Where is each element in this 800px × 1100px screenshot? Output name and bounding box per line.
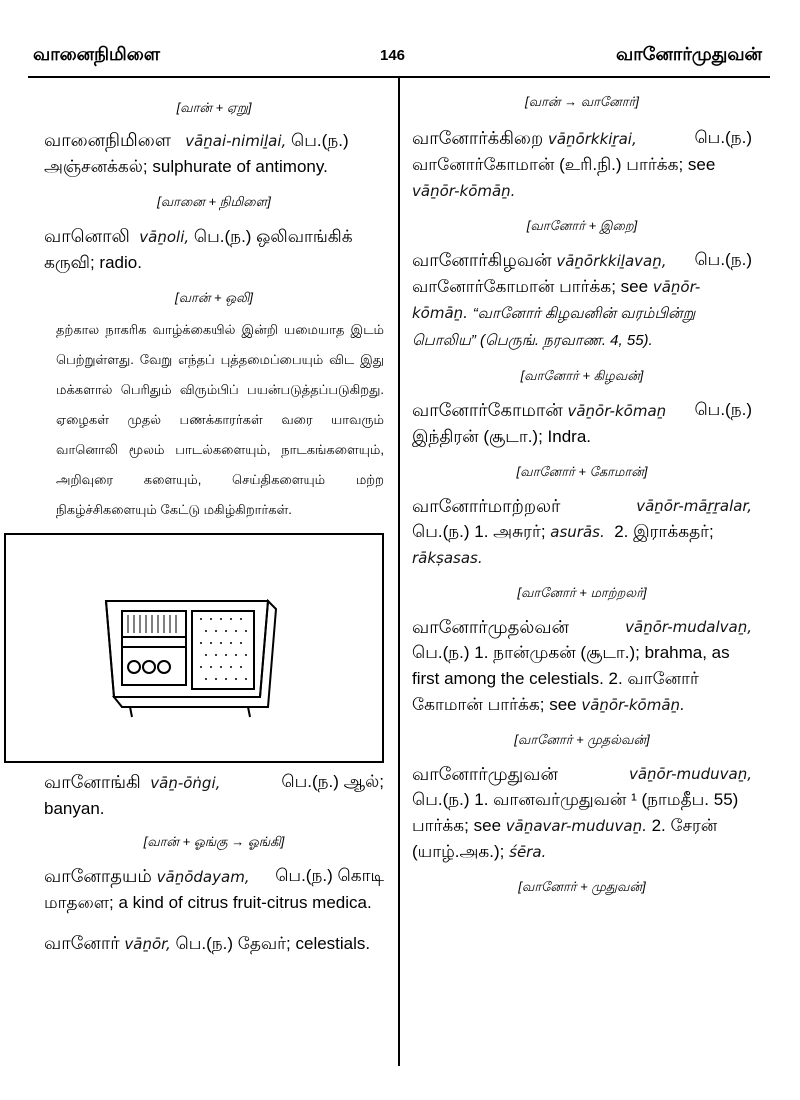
cross-reference: vāṉōr-kōmāṉ. — [412, 278, 701, 322]
romanization: vāṉōdayam, — [156, 868, 250, 886]
etymology: [வானோர் + முதல்வன்] — [514, 732, 650, 747]
headword: வானொலி — [44, 226, 130, 246]
definition: banyan. — [44, 799, 105, 818]
etymology: [வானோர் + கிழவன்] — [520, 368, 644, 383]
headword: வானோர்க்கிறை — [412, 128, 544, 148]
etymology: [வானோர் + முதுவன்] — [518, 879, 646, 894]
gloss: śēra. — [509, 843, 547, 861]
part-of-speech: பெ.(ந.) — [694, 400, 752, 419]
entry-vanormudalvan — [412, 614, 752, 718]
etymology: [வான் + ஓங்கு → ஓங்கி] — [143, 834, 285, 849]
headword: வானோர்முதுவன் — [412, 764, 558, 784]
part-of-speech: பெ.(ந.) கொடி — [275, 866, 384, 885]
headword: வானோர்கிழவன் — [412, 250, 552, 270]
headword: வானைநிமிளை — [44, 130, 172, 150]
entry-vanormuduvan — [412, 761, 752, 865]
gloss: rākṣasas. — [412, 549, 483, 567]
romanization: vāṉōrkkiṟai, — [547, 130, 637, 148]
running-head-left: வானைநிமிளை — [33, 44, 161, 64]
cross-reference: vāṉōr-kōmāṉ. — [412, 182, 516, 200]
romanization: vāṉoli, — [139, 228, 190, 246]
romanization: vāṉōr-mudalvaṉ, — [625, 618, 752, 636]
definition: வானோர்கோமான் (உரி.நி.) பார்க்க; see — [412, 155, 716, 174]
entry-vanorkkirai — [412, 125, 752, 204]
romanization: vāṉōr-māṟṟalar, — [636, 497, 752, 515]
entry-vanodayam — [44, 863, 384, 916]
definition: மாதளை; a kind of citrus fruit-citrus medica. — [44, 893, 372, 912]
etymology: [வான் + ஏறு] — [176, 100, 252, 115]
etymology: [வான் → வானோர்] — [525, 94, 639, 109]
definition: 2. சேரன் (யாழ்.அக.); — [412, 816, 718, 861]
entry-vanoli — [44, 223, 384, 276]
cross-reference: vāṉavar-muduvaṉ. — [505, 817, 647, 835]
left-column — [44, 78, 384, 957]
headword: வானோர்மாற்றலர் — [412, 496, 561, 516]
romanization: vāṉōr-muduvaṉ, — [628, 765, 752, 783]
romanization: vāṉōrkkiḻavaṉ, — [556, 252, 667, 270]
headword: வானோதயம் — [44, 866, 152, 886]
definition: பெ.(ந.) 1. நான்முகன் (சூடா.); brahma, as first among the celestials. 2. வானோர் கோமான் பார்க்க; see — [412, 643, 730, 714]
entry-vanorkoman — [412, 397, 752, 450]
entry-vanongi — [44, 769, 384, 822]
entry-vanainimilai — [44, 127, 384, 180]
etymology: [வானோர் + மாற்றலர்] — [517, 585, 647, 600]
part-of-speech: பெ.(ந.) — [694, 250, 752, 269]
etymology: [வானோர் + கோமான்] — [516, 464, 648, 479]
romanization: vāṉai-nimiḻai, — [185, 132, 287, 150]
definition: கருவி; radio. — [44, 253, 142, 272]
etymology: [வான் + ஒலி] — [174, 290, 253, 305]
cross-reference: vāṉōr-kōmāṉ. — [581, 696, 685, 714]
citation: “வானோர் கிழவனின் வரம்பின்று பொலிய” (பெருங். நரவாண. 4, 55). — [412, 305, 696, 349]
radio-icon — [6, 535, 382, 761]
romanization: vāṉōr, — [124, 935, 171, 953]
right-column — [412, 78, 752, 896]
radio-illustration — [4, 533, 384, 763]
definition: வானோர்கோமான் பார்க்க; see — [412, 277, 649, 296]
etymology: [வானோர் + இறை] — [526, 218, 638, 233]
part-of-speech: பெ.(ந.) — [291, 131, 349, 150]
page-number: 146 — [380, 47, 406, 64]
entry-vanormarralar — [412, 493, 752, 571]
headword: வானோர் — [44, 933, 120, 953]
entry-vanorkkilavan — [412, 247, 752, 354]
definition: 2. இராக்கதர்; — [614, 522, 714, 541]
definition: அஞ்சனக்கல்; sulphurate of antimony. — [44, 157, 328, 176]
headword: வானோர்முதல்வன் — [412, 617, 570, 637]
part-of-speech: பெ.(ந.) ஒலிவாங்கிக் — [193, 227, 353, 246]
definition: இந்திரன் (சூடா.); Indra. — [412, 427, 592, 446]
part-of-speech: பெ.(ந.) — [694, 128, 752, 147]
etymology: [வானை + நிமிளை] — [157, 194, 271, 209]
entry-vanor — [44, 930, 384, 957]
headword: வானோங்கி — [44, 772, 141, 792]
running-head-right: வானோர்முதுவன் — [616, 44, 762, 64]
part-of-speech: பெ.(ந.) ஆல்; — [281, 772, 384, 791]
definition: பெ.(ந.) 1. வானவர்முதுவன் ¹ (நாமதீப. 55) பார்க்க; see — [412, 790, 739, 835]
romanization: vāṉōr-kōmaṉ — [567, 402, 667, 420]
romanization: vāṉ-ōṅgi, — [150, 774, 221, 792]
column-divider — [398, 78, 400, 1066]
explanatory-note: தற்கால நாகரிக வாழ்க்கையில் இன்றி யமையாத இடம் பெற்றுள்ளது. வேறு எந்தப் புத்தமைப்பையும் விட இது மக்களால் பெரிதும் விரும்பிப் பயன்படுத்தப்படுகிறது. ஏழைகள் முதல் பணக்காரர்கள் வரை யாவரும் வானொலி மூலம் பாடல்களையும், நாடகங்களையும், அறிவுரை களையும், செய்திகளையும் மற்ற நிகழ்ச்சிகளையும் கேட்டு மகிழ்கிறார்கள். — [56, 322, 384, 517]
definition: பெ.(ந.) 1. அசுரர்; — [412, 522, 546, 541]
gloss: asurās. — [550, 523, 605, 541]
definition: பெ.(ந.) தேவர்; celestials. — [175, 934, 371, 953]
headword: வானோர்கோமான் — [412, 400, 563, 420]
